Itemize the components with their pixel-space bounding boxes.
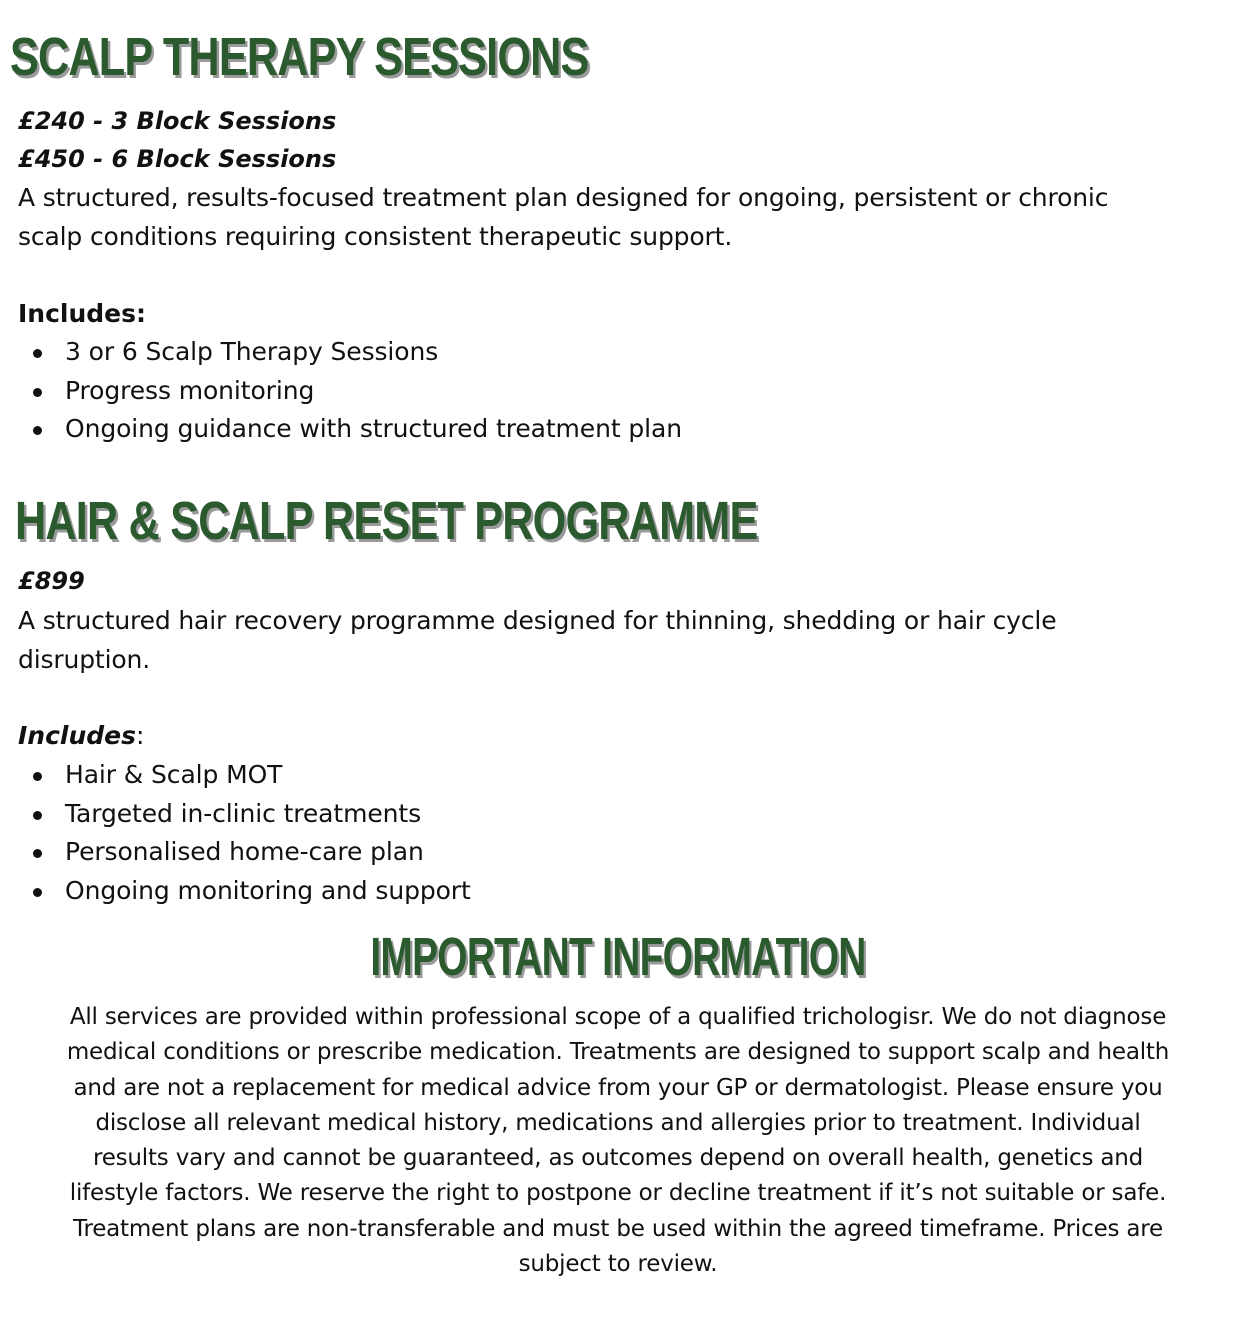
description-line: A structured hair recovery programme designed for thinning, shedding or hair cycle (18, 606, 1057, 635)
info-line: results vary and cannot be guaranteed, as outcomes depend on overall health, genetics and (92, 1145, 1144, 1172)
scalp-therapy-includes-list (0, 333, 682, 449)
info-line: disclose all relevant medical history, medications and allergies prior to treatment. Individual (95, 1109, 1141, 1136)
price-3-block: £240 - 3 Block Sessions (18, 107, 337, 135)
list-item: Progress monitoring (0, 372, 682, 411)
list-item: Targeted in-clinic treatments (0, 795, 471, 834)
price-reset-programme: £899 (18, 567, 85, 595)
scalp-therapy-heading: SCALP THERAPY SESSIONS (10, 27, 589, 87)
includes-label (18, 301, 146, 326)
list-item: Ongoing monitoring and support (0, 872, 471, 911)
info-line: and are not a replacement for medical advice from your GP or dermatologist. Please ensure you (73, 1074, 1163, 1101)
list-item: Personalised home-care plan (0, 833, 471, 872)
important-information-text (8, 1000, 1228, 1282)
info-line: Treatment plans are non-transferable and must be used within the agreed timeframe. Prices are (72, 1215, 1164, 1242)
reset-programme-heading: HAIR & SCALP RESET PROGRAMME (15, 491, 758, 551)
reset-programme-description (18, 602, 1056, 679)
description-line: disruption. (18, 644, 151, 674)
important-information-heading: IMPORTANT INFORMATION (370, 927, 866, 987)
includes-label-text: Includes (18, 721, 137, 750)
info-line: medical conditions or prescribe medication. Treatments are designed to support scalp and health (66, 1039, 1170, 1066)
includes-label-text: Includes: (18, 299, 147, 328)
includes-colon: : (136, 721, 145, 750)
info-line: subject to review. (518, 1251, 718, 1278)
list-item: Ongoing guidance with structured treatment plan (0, 410, 682, 449)
includes-label (18, 723, 144, 748)
description-line: scalp conditions requiring consistent therapeutic support. (18, 221, 733, 251)
list-item: 3 or 6 Scalp Therapy Sessions (0, 333, 682, 372)
info-line: lifestyle factors. We reserve the right to postpone or decline treatment if it’s not suitable or safe. (69, 1180, 1167, 1207)
description-line: A structured, results-focused treatment plan designed for ongoing, persistent or chronic (18, 183, 1109, 212)
scalp-therapy-description (18, 179, 1108, 256)
price-6-block: £450 - 6 Block Sessions (18, 145, 337, 173)
reset-programme-includes-list (0, 756, 471, 911)
list-item: Hair & Scalp MOT (0, 756, 471, 795)
info-line: All services are provided within professional scope of a qualified trichologisr. We do not diagnose (69, 1004, 1167, 1030)
